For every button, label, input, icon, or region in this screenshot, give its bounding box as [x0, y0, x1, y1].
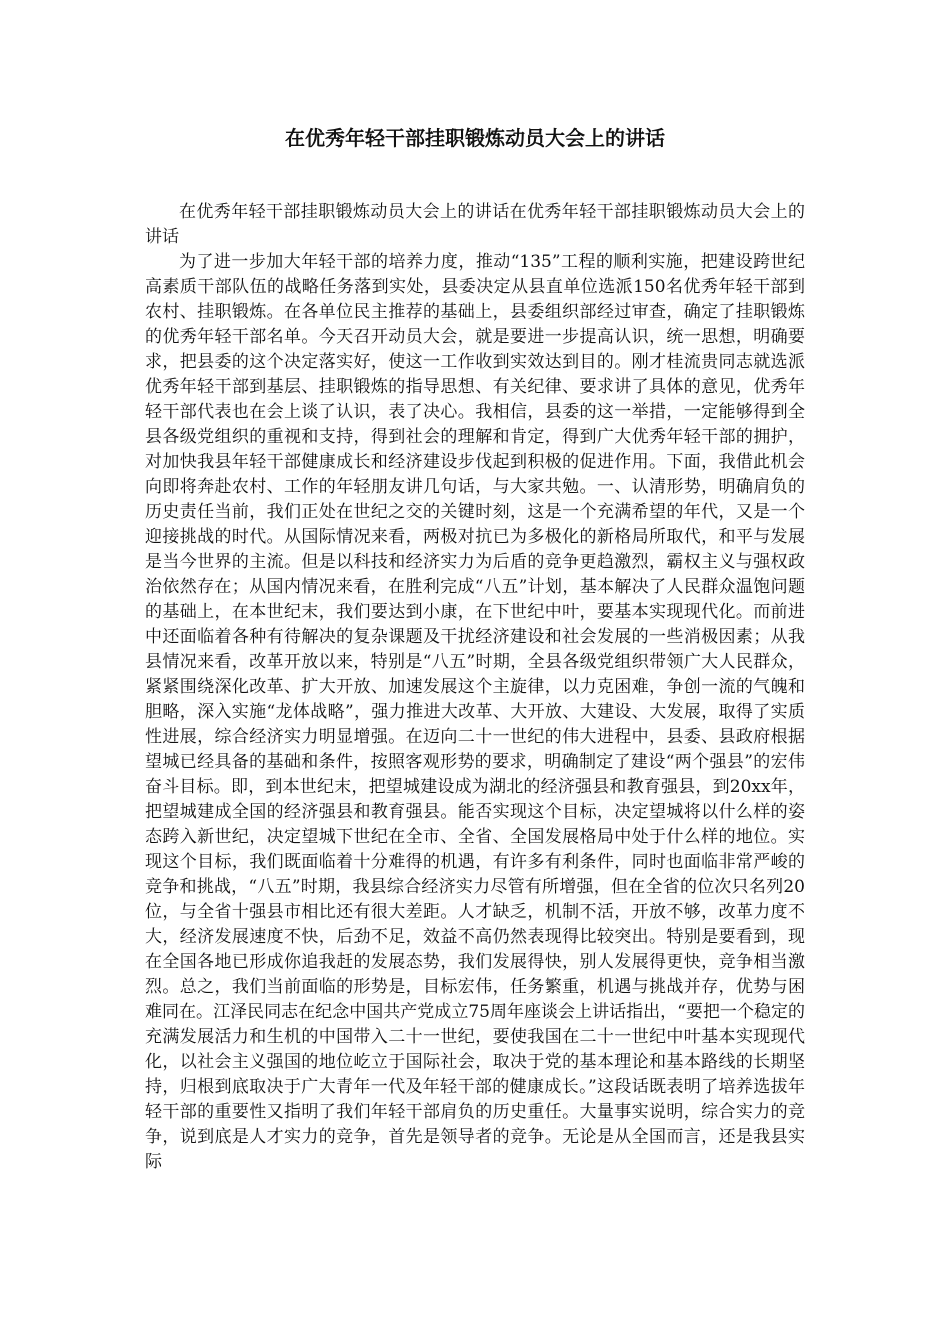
document-body — [145, 200, 805, 1175]
body-paragraph-main: 为了进一步加大年轻干部的培养力度，推动“135”工程的顺利实施，把建设跨世纪高素质干部队伍的战略任务落到实处，县委决定从县直单位选派150名优秀年轻干部到农村、挂职锻炼。在各单位民主推荐的基础上，县委组织部经过审查，确定了挂职锻炼的优秀年轻干部名单。今天召开动员大会，就是要进一步提高认识，统一思想，明确要求，把县委的这个决定落实好，使这一工作收到实效达到目的。刚才桂流贵同志就选派优秀年轻干部到基层、挂职锻炼的指导思想、有关纪律、要求讲了具体的意见，优秀年轻干部代表也在会上谈了认识，表了决心。我相信，县委的这一举措，一定能够得到全县各级党组织的重视和支持，得到社会的理解和肯定，得到广大优秀年轻干部的拥护，对加快我县年轻干部健康成长和经济建设步伐起到积极的促进作用。下面，我借此机会向即将奔赴农村、工作的年轻朋友讲几句话，与大家共勉。一、认清形势，明确肩负的历史责任当前，我们正处在世纪之交的关键时刻，这是一个充满希望的年代，又是一个迎接挑战的时代。从国际情况来看，两极对抗已为多极化的新格局所取代，和平与发展是当今世界的主流。但是以科技和经济实力为后盾的竞争更趋激烈，霸权主义与强权政治依然存在；从国内情况来看，在胜利完成“八五”计划，基本解决了人民群众温饱问题的基础上，在本世纪末，我们要达到小康，在下世纪中叶，要基本实现现代化。而前进中还面临着各种有待解决的复杂课题及干扰经济建设和社会发展的一些消极因素；从我县情况来看，改革开放以来，特别是“八五”时期，全县各级党组织带领广大人民群众，紧紧围绕深化改革、扩大开放、加速发展这个主旋律，以力克困难，争创一流的气魄和胆略，深入实施“龙体战略”，强力推进大改革、大开放、大建设、大发展，取得了实质性进展，综合经济实力明显增强。在迈向二十一世纪的伟大进程中，县委、县政府根据望城已经具备的基础和条件，按照客观形势的要求，明确制定了建设“两个强县”的宏伟奋斗目标。即，到本世纪末，把望城建设成为湖北的经济强县和教育强县，到20xx年，把望城建成全国的经济强县和教育强县。能否实现这个目标，决定望城将以什么样的姿态跨入新世纪，决定望城下世纪在全市、全省、全国发展格局中处于什么样的地位。实现这个目标，我们既面临着十分难得的机遇，有许多有利条件，同时也面临非常严峻的竞争和挑战，“八五”时期，我县综合经济实力尽管有所增强，但在全省的位次只名列20位，与全省十强县市相比还有很大差距。人才缺乏，机制不活，开放不够，改革力度不大，经济发展速度不快，后劲不足，效益不高仍然表现得比较突出。特别是要看到，现在全国各地已形成你追我赶的发展态势，我们发展得快，别人发展得更快，竞争相当激烈。总之，我们当前面临的形势是，目标宏伟，任务繁重，机遇与挑战并存，优势与困难同在。江泽民同志在纪念中国共产党成立75周年座谈会上讲话指出，“要把一个稳定的充满发展活力和生机的中国带入二十一世纪，要使我国在二十一世纪中叶基本实现现代化，以社会主义强国的地位屹立于国际社会，取决于党的基本理论和基本路线的长期坚持，归根到底取决于广大青年一代及年轻干部的健康成长。”这段话既表明了培养选拔年轻干部的重要性又指明了我们年轻干部肩负的历史重任。大量事实说明，综合实力的竞争，说到底是人才实力的竞争，首先是领导者的竞争。无论是从全国而言，还是我县实际 — [145, 252, 805, 1172]
body-paragraph-subtitle: 在优秀年轻干部挂职锻炼动员大会上的讲话在优秀年轻干部挂职锻炼动员大会上的讲话 — [145, 202, 805, 247]
document-title: 在优秀年轻干部挂职锻炼动员大会上的讲话 — [285, 126, 665, 150]
